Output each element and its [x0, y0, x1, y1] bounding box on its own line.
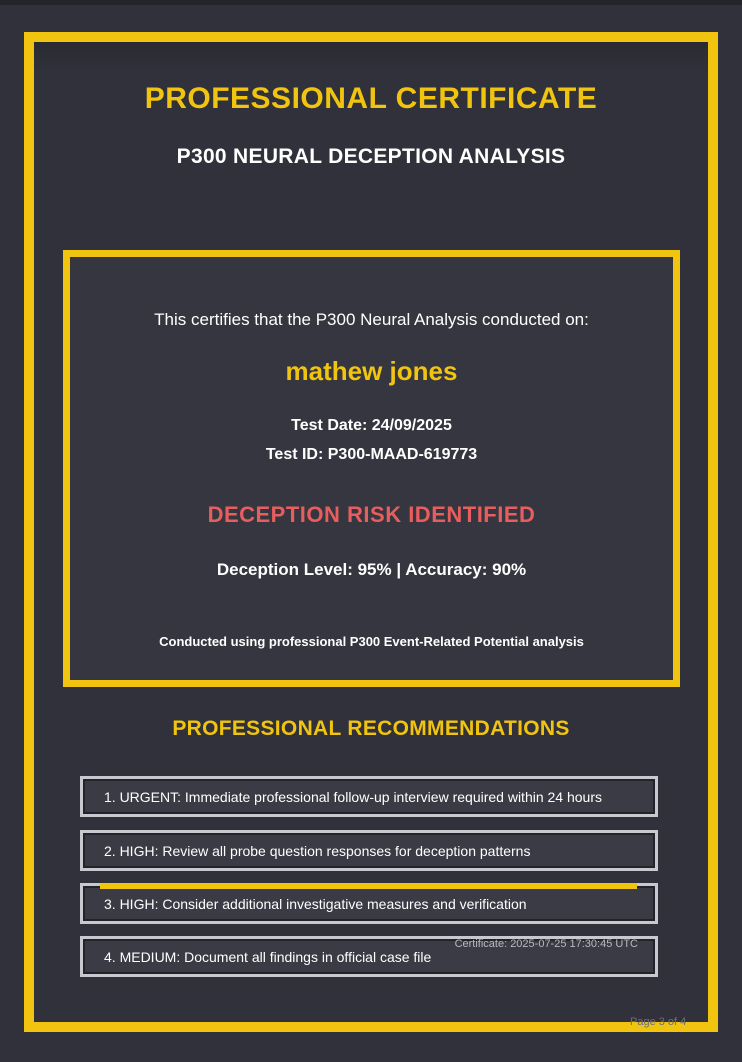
recommendations-title: PROFESSIONAL RECOMMENDATIONS — [172, 717, 570, 740]
metrics-line: Deception Level: 95% | Accuracy: 90% — [216, 560, 527, 579]
certificate-timestamp: Certificate: 2025-07-25 17:30:45 UTC — [454, 938, 638, 950]
test-id: Test ID: P300-MAAD-619773 — [265, 446, 478, 463]
page-number: Page 3 of 4 — [630, 1016, 687, 1028]
top-edge-strip — [0, 0, 742, 5]
test-date: Test Date: 24/09/2025 — [291, 417, 452, 434]
certificate-panel — [63, 250, 680, 687]
result-status: DECEPTION RISK IDENTIFIED — [207, 502, 536, 527]
yellow-highlight-bar — [100, 883, 637, 889]
recommendation-item — [80, 776, 658, 817]
recommendation-text: 2. HIGH: Review all probe question responses for deception patterns — [104, 842, 531, 859]
subject-name: mathew jones — [285, 356, 458, 386]
method-line: Conducted using professional P300 Event-Related Potential analysis — [159, 634, 584, 649]
recommendation-text: 3. HIGH: Consider additional investigative measures and verification — [104, 895, 527, 912]
recommendation-item — [80, 883, 658, 924]
certifies-line: This certifies that the P300 Neural Analysis conducted on: — [154, 310, 589, 329]
top-inner-shadow — [34, 42, 708, 72]
page-title: PROFESSIONAL CERTIFICATE — [144, 82, 598, 115]
page-subtitle: P300 NEURAL DECEPTION ANALYSIS — [176, 145, 566, 168]
recommendation-text: 4. MEDIUM: Document all findings in official case file — [104, 948, 432, 965]
recommendation-item — [80, 830, 658, 871]
recommendation-text: 1. URGENT: Immediate professional follow-up interview required within 24 hours — [104, 788, 602, 805]
